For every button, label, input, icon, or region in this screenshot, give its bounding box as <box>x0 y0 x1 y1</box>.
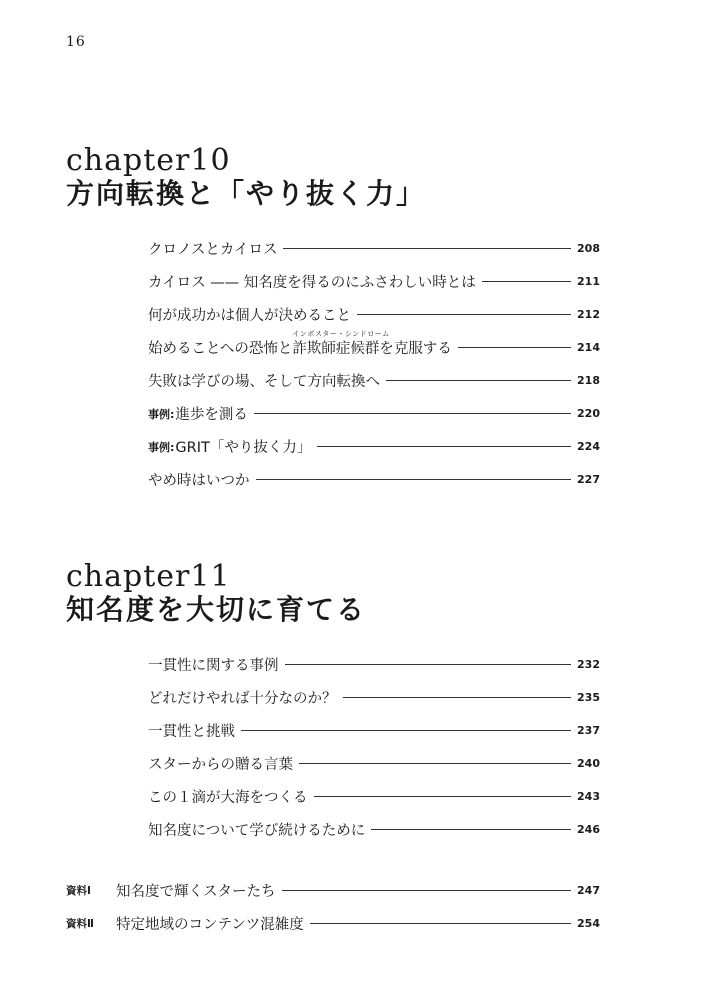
toc-entry[interactable] <box>148 331 600 364</box>
leader-rule <box>282 890 572 891</box>
toc-entry-title: スターからの贈る言葉 <box>148 757 293 773</box>
leader-rule <box>283 248 571 249</box>
toc-entry-title: 進歩を測る <box>175 407 248 423</box>
toc-entry-title: 一貫性と挑戦 <box>148 724 235 740</box>
chapter-label: chapter11 <box>66 559 231 594</box>
toc-entry[interactable] <box>148 747 600 780</box>
appendix-list <box>66 874 600 940</box>
chapter-label: chapter10 <box>66 143 231 178</box>
toc-entry-title: 何が成功かは個人が決めること <box>148 308 351 324</box>
case-study-prefix: 事例: <box>148 407 175 421</box>
leader-rule <box>241 730 571 731</box>
toc-entry-title-part: を克服する <box>379 341 452 357</box>
toc-entry-title: 知名度について学び続けるために <box>148 823 366 839</box>
appendix-label: 資料Ⅰ <box>66 885 91 897</box>
toc-list <box>148 648 600 846</box>
toc-entry[interactable] <box>148 813 600 846</box>
toc-entry-page: 214 <box>577 341 600 354</box>
leader-rule <box>254 413 571 414</box>
toc-entry[interactable] <box>148 780 600 813</box>
leader-rule <box>371 829 571 830</box>
appendix-title: 特定地域のコンテンツ混雑度 <box>116 917 304 933</box>
toc-entry-page: 208 <box>577 242 600 255</box>
toc-entry-title <box>148 330 452 358</box>
toc-entry-title: 一貫性に関する事例 <box>148 658 279 674</box>
toc-entry-title: この１滴が大海をつくる <box>148 790 308 806</box>
toc-entry-title: どれだけやれば十分なのか？ <box>148 691 337 707</box>
toc-entry[interactable] <box>148 648 600 681</box>
leader-rule <box>386 380 571 381</box>
leader-rule <box>458 347 571 348</box>
toc-entry[interactable] <box>148 430 600 463</box>
case-study-prefix: 事例: <box>148 440 175 454</box>
page-number: 16 <box>66 34 86 50</box>
toc-entry-page: 220 <box>577 407 600 420</box>
appendix-page: 254 <box>577 917 600 930</box>
toc-entry[interactable] <box>148 681 600 714</box>
chapter-title: 知名度を大切に育てる <box>66 593 367 626</box>
toc-entry[interactable] <box>148 463 600 496</box>
ruby-term <box>292 330 390 357</box>
leader-rule <box>310 923 571 924</box>
leader-rule <box>482 281 571 282</box>
chapter-title: 方向転換と「やり抜く力」 <box>66 177 427 210</box>
toc-entry-page: 212 <box>577 308 600 321</box>
leader-rule <box>317 446 571 447</box>
appendix-page: 247 <box>577 884 600 897</box>
appendix-entry[interactable] <box>66 874 600 907</box>
toc-entry-page: 237 <box>577 724 600 737</box>
leader-rule <box>285 664 572 665</box>
toc-entry-page: 227 <box>577 473 600 486</box>
leader-rule <box>256 479 572 480</box>
toc-entry-page: 235 <box>577 691 600 704</box>
toc-entry-title: クロノスとカイロス <box>148 242 278 258</box>
toc-entry[interactable] <box>148 265 600 298</box>
toc-list <box>148 232 600 496</box>
toc-entry-title-part: 詐欺師症候群 <box>292 341 380 357</box>
toc-entry-title-part: 始めることへの恐怖と <box>148 341 293 357</box>
toc-entry-page: 211 <box>577 275 600 288</box>
toc-entry-page: 240 <box>577 757 600 770</box>
appendix-entry[interactable] <box>66 907 600 940</box>
toc-entry-title: カイロス —— 知名度を得るのにふさわしい時とは <box>148 275 476 291</box>
toc-entry[interactable] <box>148 714 600 747</box>
toc-entry[interactable] <box>148 232 600 265</box>
leader-rule <box>343 697 572 698</box>
toc-entry-page: 246 <box>577 823 600 836</box>
leader-rule <box>357 314 571 315</box>
toc-entry-title: 失敗は学びの場、そして方向転換へ <box>148 374 380 390</box>
leader-rule <box>314 796 572 797</box>
toc-entry-page: 243 <box>577 790 600 803</box>
ruby-text: インポスター・シンドローム <box>292 330 390 338</box>
appendix-label: 資料Ⅱ <box>66 918 94 930</box>
appendix-title: 知名度で輝くスターたち <box>116 884 276 900</box>
toc-entry[interactable] <box>148 364 600 397</box>
toc-entry-page: 224 <box>577 440 600 453</box>
toc-entry[interactable] <box>148 397 600 430</box>
toc-entry-title: GRIT「やり抜く力」 <box>175 440 312 456</box>
toc-entry-page: 232 <box>577 658 600 671</box>
toc-entry-page: 218 <box>577 374 600 387</box>
toc-entry[interactable] <box>148 298 600 331</box>
toc-entry-title: やめ時はいつか <box>148 473 250 489</box>
leader-rule <box>299 763 571 764</box>
